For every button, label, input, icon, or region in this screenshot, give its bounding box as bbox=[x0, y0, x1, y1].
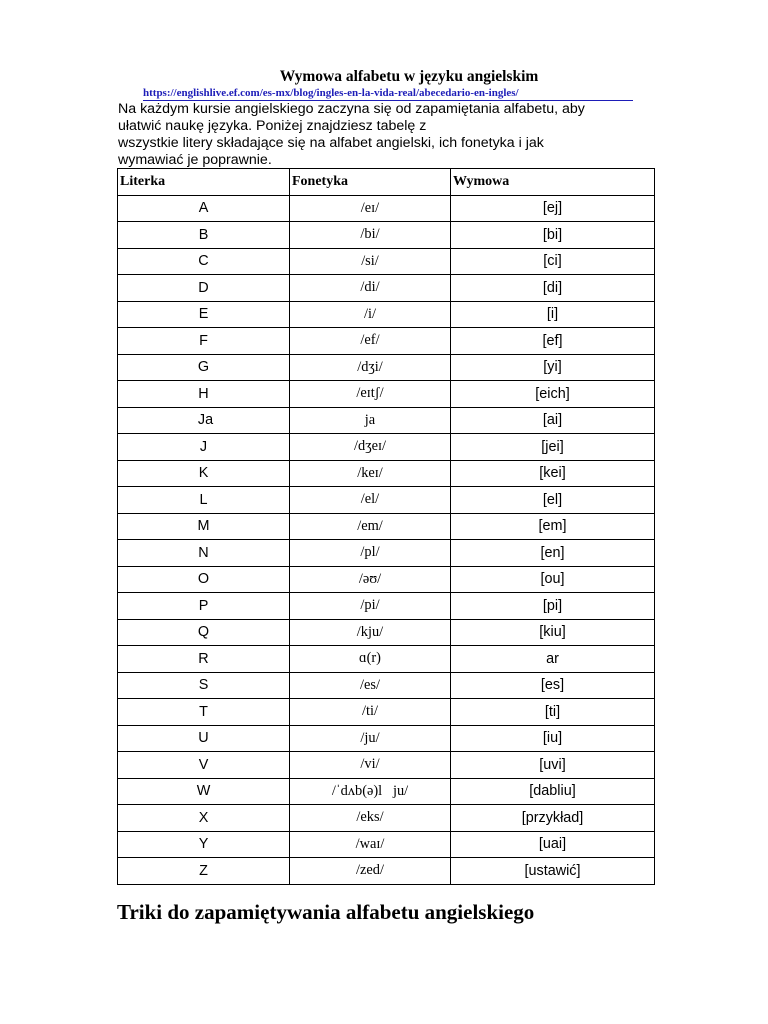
table-row bbox=[118, 672, 655, 699]
phonetics-cell: /eɪ/ bbox=[290, 195, 451, 222]
section-heading: Triki do zapamiętywania alfabetu angielskiego bbox=[117, 900, 535, 924]
table-row bbox=[118, 778, 655, 805]
table-row bbox=[118, 354, 655, 381]
pronunciation-cell: [przykład] bbox=[451, 805, 655, 832]
table-row bbox=[118, 540, 655, 567]
pronunciation-cell: [yi] bbox=[451, 354, 655, 381]
table-row bbox=[118, 831, 655, 858]
letter-cell: Z bbox=[118, 858, 290, 885]
letter-cell: P bbox=[118, 593, 290, 620]
letter-cell: V bbox=[118, 752, 290, 779]
table-row bbox=[118, 805, 655, 832]
letter-cell: N bbox=[118, 540, 290, 567]
pronunciation-cell: [dabliu] bbox=[451, 778, 655, 805]
document-title: Wymowa alfabetu w języku angielskim bbox=[279, 68, 539, 85]
pronunciation-cell: [uai] bbox=[451, 831, 655, 858]
pronunciation-cell: [ai] bbox=[451, 407, 655, 434]
letter-cell: Y bbox=[118, 831, 290, 858]
letter-cell: B bbox=[118, 222, 290, 249]
letter-cell: E bbox=[118, 301, 290, 328]
table-row bbox=[118, 513, 655, 540]
letter-cell: G bbox=[118, 354, 290, 381]
table-row bbox=[118, 381, 655, 408]
letter-cell: U bbox=[118, 725, 290, 752]
pronunciation-cell: [kiu] bbox=[451, 619, 655, 646]
pronunciation-cell: [ej] bbox=[451, 195, 655, 222]
letter-cell: F bbox=[118, 328, 290, 355]
table-row bbox=[118, 646, 655, 673]
table-row bbox=[118, 593, 655, 620]
pronunciation-cell: [ou] bbox=[451, 566, 655, 593]
table-row bbox=[118, 222, 655, 249]
phonetics-cell: /kju/ bbox=[290, 619, 451, 646]
intro-line: Na każdym kursie angielskiego zaczyna się od zapamiętania alfabetu, aby bbox=[118, 101, 585, 117]
source-link[interactable]: https://englishlive.ef.com/es-mx/blog/ingles-en-la-vida-real/abecedario-en-ingles/ bbox=[143, 87, 633, 101]
letter-cell: C bbox=[118, 248, 290, 275]
pronunciation-cell: [uvi] bbox=[451, 752, 655, 779]
phonetics-cell: /ˈdʌb(ə)l ju/ bbox=[290, 778, 451, 805]
letter-cell: O bbox=[118, 566, 290, 593]
table-header-row bbox=[118, 169, 655, 196]
letter-cell: W bbox=[118, 778, 290, 805]
letter-cell: M bbox=[118, 513, 290, 540]
phonetics-cell: /pl/ bbox=[290, 540, 451, 567]
pronunciation-cell: [es] bbox=[451, 672, 655, 699]
pronunciation-cell: [el] bbox=[451, 487, 655, 514]
pronunciation-cell: [eich] bbox=[451, 381, 655, 408]
pronunciation-cell: [di] bbox=[451, 275, 655, 302]
phonetics-cell: ɑ(r) bbox=[290, 646, 451, 673]
table-row bbox=[118, 248, 655, 275]
phonetics-cell: /əʊ/ bbox=[290, 566, 451, 593]
intro-paragraph bbox=[118, 101, 638, 169]
letter-cell: X bbox=[118, 805, 290, 832]
table-row bbox=[118, 275, 655, 302]
table-row bbox=[118, 619, 655, 646]
table-row bbox=[118, 699, 655, 726]
phonetics-cell: /pi/ bbox=[290, 593, 451, 620]
letter-cell: D bbox=[118, 275, 290, 302]
table-row bbox=[118, 460, 655, 487]
table-row bbox=[118, 487, 655, 514]
letter-cell: L bbox=[118, 487, 290, 514]
phonetics-cell: /si/ bbox=[290, 248, 451, 275]
phonetics-cell: ja bbox=[290, 407, 451, 434]
pronunciation-cell: [ti] bbox=[451, 699, 655, 726]
pronunciation-cell: [kei] bbox=[451, 460, 655, 487]
pronunciation-cell: [pi] bbox=[451, 593, 655, 620]
letter-cell: A bbox=[118, 195, 290, 222]
letter-cell: H bbox=[118, 381, 290, 408]
phonetics-cell: /eks/ bbox=[290, 805, 451, 832]
phonetics-cell: /bi/ bbox=[290, 222, 451, 249]
phonetics-cell: /el/ bbox=[290, 487, 451, 514]
phonetics-cell: /vi/ bbox=[290, 752, 451, 779]
table-row bbox=[118, 328, 655, 355]
phonetics-cell: /keɪ/ bbox=[290, 460, 451, 487]
intro-line: wymawiać je poprawnie. bbox=[118, 152, 272, 168]
table-row bbox=[118, 566, 655, 593]
intro-line: wszystkie litery składające się na alfabet angielski, ich fonetyka i jak bbox=[118, 135, 544, 151]
table-row bbox=[118, 407, 655, 434]
header-phonetics: Fonetyka bbox=[290, 169, 451, 196]
phonetics-cell: /ef/ bbox=[290, 328, 451, 355]
pronunciation-cell: [bi] bbox=[451, 222, 655, 249]
table-row bbox=[118, 858, 655, 885]
letter-cell: K bbox=[118, 460, 290, 487]
letter-cell: R bbox=[118, 646, 290, 673]
phonetics-cell: /eɪtʃ/ bbox=[290, 381, 451, 408]
header-pronunciation: Wymowa bbox=[451, 169, 655, 196]
pronunciation-cell: [ustawić] bbox=[451, 858, 655, 885]
alphabet-table bbox=[117, 168, 655, 885]
header-letter: Literka bbox=[118, 169, 290, 196]
pronunciation-cell: [ci] bbox=[451, 248, 655, 275]
phonetics-cell: /es/ bbox=[290, 672, 451, 699]
letter-cell: J bbox=[118, 434, 290, 461]
letter-cell: T bbox=[118, 699, 290, 726]
table-row bbox=[118, 752, 655, 779]
phonetics-cell: /dʒeɪ/ bbox=[290, 434, 451, 461]
intro-line: ułatwić naukę języka. Poniżej znajdziesz tabelę z bbox=[118, 118, 427, 134]
pronunciation-cell: [ef] bbox=[451, 328, 655, 355]
letter-cell: S bbox=[118, 672, 290, 699]
phonetics-cell: /i/ bbox=[290, 301, 451, 328]
table-row bbox=[118, 301, 655, 328]
pronunciation-cell: [jei] bbox=[451, 434, 655, 461]
pronunciation-cell: [iu] bbox=[451, 725, 655, 752]
letter-cell: Q bbox=[118, 619, 290, 646]
table-row bbox=[118, 725, 655, 752]
phonetics-cell: /ti/ bbox=[290, 699, 451, 726]
table-row bbox=[118, 434, 655, 461]
phonetics-cell: /ju/ bbox=[290, 725, 451, 752]
phonetics-cell: /zed/ bbox=[290, 858, 451, 885]
pronunciation-cell: [en] bbox=[451, 540, 655, 567]
pronunciation-cell: [i] bbox=[451, 301, 655, 328]
table-row bbox=[118, 195, 655, 222]
phonetics-cell: /di/ bbox=[290, 275, 451, 302]
phonetics-cell: /waɪ/ bbox=[290, 831, 451, 858]
phonetics-cell: /em/ bbox=[290, 513, 451, 540]
letter-cell: Ja bbox=[118, 407, 290, 434]
phonetics-cell: /dʒi/ bbox=[290, 354, 451, 381]
pronunciation-cell: ar bbox=[451, 646, 655, 673]
pronunciation-cell: [em] bbox=[451, 513, 655, 540]
